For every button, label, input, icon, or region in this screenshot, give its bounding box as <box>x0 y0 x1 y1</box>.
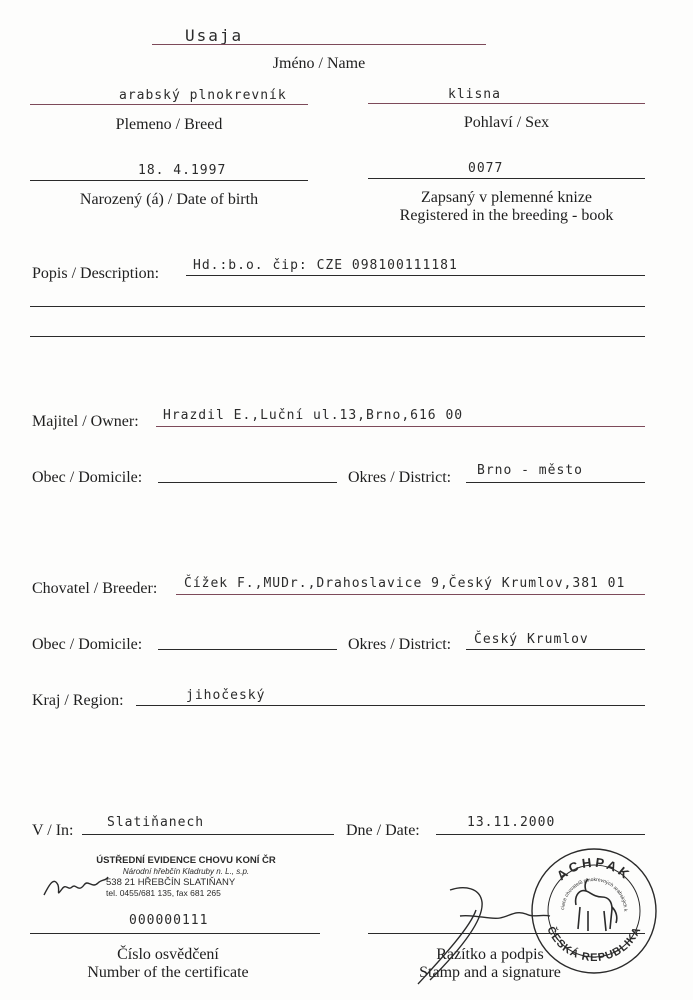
place-label: V / In: <box>32 822 74 839</box>
horse-name-value: Usaja <box>185 26 244 45</box>
region-label: Kraj / Region: <box>32 692 124 709</box>
sex-line <box>368 103 645 104</box>
certificate-label-2: Number of the certificate <box>87 964 249 981</box>
breeder-domicile-label: Obec / Domicile: <box>32 636 143 653</box>
name-line <box>152 44 486 45</box>
registered-label-2: Registered in the breeding - book <box>399 207 614 224</box>
breeder-domicile-line <box>158 649 337 650</box>
issuer-stamp-line-3: 538 21 HŘEBČÍN SLATIŇANY <box>106 877 236 888</box>
signature-label-2: Stamp and a signature <box>419 964 561 981</box>
certificate-number-value: 000000111 <box>129 913 209 928</box>
signature-label-1: Razítko a podpis <box>436 946 544 963</box>
round-stamp <box>528 845 660 977</box>
description-label: Popis / Description: <box>32 265 160 282</box>
owner-domicile-label: Obec / Domicile: <box>32 469 143 486</box>
description-line-2 <box>30 306 645 307</box>
certificate-line <box>30 933 320 934</box>
name-label: Jméno / Name <box>272 55 366 72</box>
description-line-1 <box>186 275 645 276</box>
breed-line <box>30 104 308 105</box>
owner-district-label: Okres / District: <box>348 469 452 486</box>
owner-district-line <box>466 482 645 483</box>
round-stamp-top-text: ACHPAK <box>553 854 635 884</box>
issuer-stamp <box>96 855 276 899</box>
breeder-district-label: Okres / District: <box>348 636 452 653</box>
breeder-value: Čížek F.,MUDr.,Drahoslavice 9,Český Krumlov,381 01 <box>184 576 626 591</box>
date-value: 13.11.2000 <box>467 815 556 830</box>
owner-value: Hrazdil E.,Luční ul.13,Brno,616 00 <box>163 408 464 423</box>
region-value: jihočeský <box>186 688 266 703</box>
description-line-3 <box>30 336 645 337</box>
birth-line <box>30 180 308 181</box>
issuer-stamp-line-2: Národní hřebčín Kladruby n. L., s.p. <box>122 867 250 876</box>
breeder-label: Chovatel / Breeder: <box>32 580 158 597</box>
registered-line <box>368 178 645 179</box>
breed-label: Plemeno / Breed <box>115 116 223 133</box>
issuer-stamp-line-1: ÚSTŘEDNÍ EVIDENCE CHOVU KONÍ ČR <box>96 855 276 866</box>
owner-district-value: Brno - město <box>477 463 583 478</box>
sex-value: klisna <box>448 87 501 102</box>
owner-label: Majitel / Owner: <box>32 413 139 430</box>
place-value: Slatiňanech <box>107 815 205 830</box>
owner-domicile-line <box>158 482 337 483</box>
place-line <box>82 834 334 835</box>
round-stamp-bottom-text: ČESKÁ REPUBLIKA <box>544 924 644 965</box>
issuer-stamp-line-4: tel. 0455/681 135, fax 681 265 <box>106 888 221 898</box>
certificate-label-1: Číslo osvědčení <box>117 946 219 963</box>
date-line <box>436 834 645 835</box>
date-label: Dne / Date: <box>346 822 420 839</box>
registered-label-1: Zapsaný v plemenné knize <box>420 189 593 206</box>
birth-label: Narozený (á) / Date of birth <box>79 191 259 208</box>
birth-date-value: 18. 4.1997 <box>138 163 227 178</box>
round-stamp-inner-text: ciace chovatelů plnokrevných arabských k <box>560 876 629 912</box>
breed-value: arabský plnokrevník <box>119 88 287 103</box>
breeder-district-value: Český Krumlov <box>474 632 589 647</box>
breeder-district-line <box>466 649 645 650</box>
owner-line <box>156 426 645 427</box>
region-line <box>136 705 645 706</box>
description-value: Hd.:b.o. čip: CZE 098100111181 <box>193 258 458 273</box>
sex-label: Pohlaví / Sex <box>463 114 550 131</box>
registered-value: 0077 <box>468 161 504 176</box>
issuer-signature <box>40 865 110 905</box>
breeder-line <box>176 594 645 595</box>
